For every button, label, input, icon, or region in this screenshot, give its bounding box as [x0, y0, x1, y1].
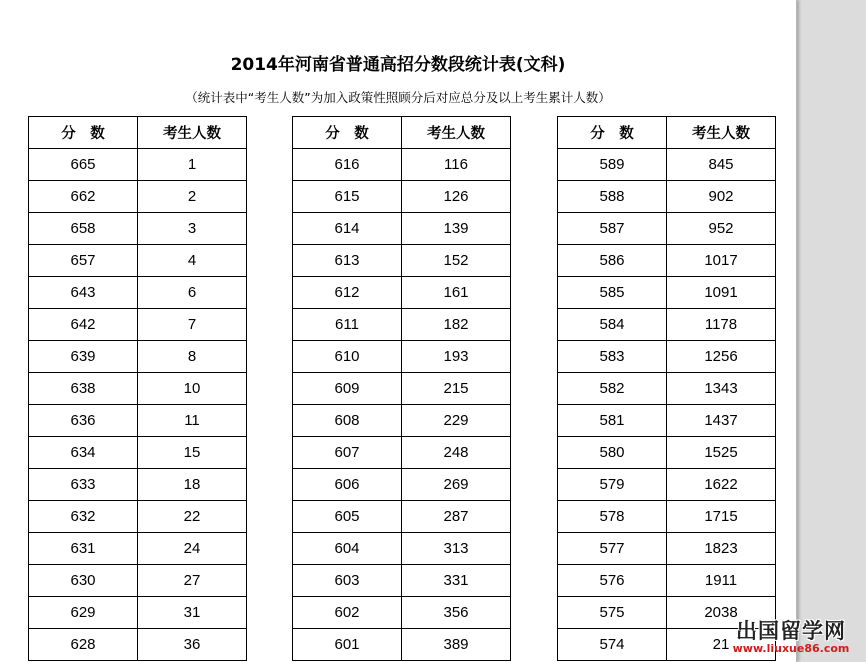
count-cell: 1437: [667, 405, 776, 437]
watermark-url: www.liuxue86.com: [732, 642, 850, 655]
table-row: [29, 629, 247, 661]
count-cell: 1178: [667, 309, 776, 341]
table-row: [293, 437, 511, 469]
table-row: [293, 597, 511, 629]
count-cell: 139: [402, 213, 511, 245]
table-row: [558, 405, 776, 437]
score-cell: 578: [558, 501, 667, 533]
count-cell: 3: [138, 213, 247, 245]
table-row: [558, 213, 776, 245]
count-cell: 152: [402, 245, 511, 277]
score-cell: 606: [293, 469, 402, 501]
table-row: [558, 437, 776, 469]
count-cell: 287: [402, 501, 511, 533]
score-cell: 581: [558, 405, 667, 437]
score-cell: 611: [293, 309, 402, 341]
table-row: [29, 149, 247, 181]
count-cell: 2: [138, 181, 247, 213]
table-row: [29, 597, 247, 629]
header-score: 分 数: [558, 117, 667, 149]
table-row: [29, 309, 247, 341]
score-cell: 583: [558, 341, 667, 373]
count-cell: 18: [138, 469, 247, 501]
count-cell: 27: [138, 565, 247, 597]
site-watermark: [722, 620, 860, 660]
table-row: [558, 309, 776, 341]
score-cell: 602: [293, 597, 402, 629]
score-cell: 639: [29, 341, 138, 373]
table-row: [558, 277, 776, 309]
table-row: [293, 469, 511, 501]
table-row: [293, 533, 511, 565]
table-body: [558, 149, 776, 661]
score-cell: 612: [293, 277, 402, 309]
table-row: [293, 149, 511, 181]
count-cell: 1017: [667, 245, 776, 277]
header-count: 考生人数: [138, 117, 247, 149]
score-cell: 657: [29, 245, 138, 277]
count-cell: 24: [138, 533, 247, 565]
count-cell: 22: [138, 501, 247, 533]
score-cell: 609: [293, 373, 402, 405]
count-cell: 331: [402, 565, 511, 597]
score-cell: 613: [293, 245, 402, 277]
table-row: [293, 501, 511, 533]
table-row: [29, 501, 247, 533]
count-cell: 36: [138, 629, 247, 661]
table-row: [558, 565, 776, 597]
score-cell: 643: [29, 277, 138, 309]
score-cell: 584: [558, 309, 667, 341]
count-cell: 1343: [667, 373, 776, 405]
score-cell: 601: [293, 629, 402, 661]
table-body: [29, 149, 247, 661]
score-table-1: [28, 116, 247, 661]
table-row: [293, 213, 511, 245]
table-row: [558, 533, 776, 565]
count-cell: 21: [667, 629, 776, 661]
header-count: 考生人数: [402, 117, 511, 149]
score-cell: 616: [293, 149, 402, 181]
score-cell: 658: [29, 213, 138, 245]
score-cell: 642: [29, 309, 138, 341]
score-cell: 589: [558, 149, 667, 181]
table-row: [29, 469, 247, 501]
score-cell: 586: [558, 245, 667, 277]
document-title: 2014年河南省普通高招分数段统计表(文科): [230, 55, 566, 75]
score-cell: 588: [558, 181, 667, 213]
score-table-3: [557, 116, 776, 661]
table-row: [29, 341, 247, 373]
score-cell: 585: [558, 277, 667, 309]
count-cell: 1091: [667, 277, 776, 309]
table-row: [293, 565, 511, 597]
score-cell: 587: [558, 213, 667, 245]
table-row: [293, 629, 511, 661]
count-cell: 1256: [667, 341, 776, 373]
count-cell: 248: [402, 437, 511, 469]
table-row: [293, 309, 511, 341]
count-cell: 215: [402, 373, 511, 405]
table-header-row: [558, 117, 776, 149]
table-row: [293, 245, 511, 277]
table-header-row: [29, 117, 247, 149]
count-cell: 8: [138, 341, 247, 373]
table-row: [293, 405, 511, 437]
table-header-row: [293, 117, 511, 149]
score-cell: 632: [29, 501, 138, 533]
table-body: [293, 149, 511, 661]
count-cell: 1: [138, 149, 247, 181]
score-cell: 574: [558, 629, 667, 661]
table-row: [293, 373, 511, 405]
table-row: [558, 341, 776, 373]
count-cell: 269: [402, 469, 511, 501]
table-row: [29, 277, 247, 309]
document-subtitle: （统计表中“考生人数”为加入政策性照顾分后对应总分及以上考生累计人数）: [185, 90, 611, 105]
header-score: 分 数: [293, 117, 402, 149]
count-cell: 11: [138, 405, 247, 437]
score-cell: 634: [29, 437, 138, 469]
table-row: [29, 245, 247, 277]
table-row: [558, 181, 776, 213]
score-table-2: [292, 116, 511, 661]
table-row: [558, 373, 776, 405]
count-cell: 1715: [667, 501, 776, 533]
header-score: 分 数: [29, 117, 138, 149]
table-row: [29, 437, 247, 469]
table-row: [29, 373, 247, 405]
score-cell: 608: [293, 405, 402, 437]
count-cell: 845: [667, 149, 776, 181]
table-row: [29, 213, 247, 245]
count-cell: 116: [402, 149, 511, 181]
count-cell: 126: [402, 181, 511, 213]
count-cell: 4: [138, 245, 247, 277]
score-cell: 628: [29, 629, 138, 661]
header-count: 考生人数: [667, 117, 776, 149]
score-cell: 607: [293, 437, 402, 469]
count-cell: 193: [402, 341, 511, 373]
score-cell: 636: [29, 405, 138, 437]
table-row: [29, 405, 247, 437]
score-cell: 631: [29, 533, 138, 565]
table-row: [29, 565, 247, 597]
score-cell: 610: [293, 341, 402, 373]
score-cell: 633: [29, 469, 138, 501]
table-row: [558, 501, 776, 533]
watermark-text: 出国留学网: [736, 619, 846, 643]
table-row: [293, 341, 511, 373]
table-row: [558, 245, 776, 277]
score-cell: 662: [29, 181, 138, 213]
score-cell: 629: [29, 597, 138, 629]
score-cell: 615: [293, 181, 402, 213]
score-cell: 614: [293, 213, 402, 245]
count-cell: 6: [138, 277, 247, 309]
count-cell: 902: [667, 181, 776, 213]
count-cell: 1911: [667, 565, 776, 597]
table-row: [293, 277, 511, 309]
count-cell: 389: [402, 629, 511, 661]
table-row: [558, 469, 776, 501]
score-cell: 582: [558, 373, 667, 405]
score-cell: 630: [29, 565, 138, 597]
count-cell: 7: [138, 309, 247, 341]
score-cell: 577: [558, 533, 667, 565]
count-cell: 182: [402, 309, 511, 341]
count-cell: 161: [402, 277, 511, 309]
score-cell: 576: [558, 565, 667, 597]
count-cell: 952: [667, 213, 776, 245]
score-cell: 604: [293, 533, 402, 565]
table-row: [293, 181, 511, 213]
count-cell: 2038: [667, 597, 776, 629]
score-cell: 638: [29, 373, 138, 405]
count-cell: 313: [402, 533, 511, 565]
count-cell: 10: [138, 373, 247, 405]
score-cell: 603: [293, 565, 402, 597]
count-cell: 229: [402, 405, 511, 437]
count-cell: 356: [402, 597, 511, 629]
count-cell: 15: [138, 437, 247, 469]
score-cell: 580: [558, 437, 667, 469]
count-cell: 1622: [667, 469, 776, 501]
count-cell: 1823: [667, 533, 776, 565]
table-row: [558, 149, 776, 181]
score-cell: 575: [558, 597, 667, 629]
score-cell: 579: [558, 469, 667, 501]
table-row: [29, 533, 247, 565]
count-cell: 31: [138, 597, 247, 629]
score-cell: 665: [29, 149, 138, 181]
count-cell: 1525: [667, 437, 776, 469]
table-row: [29, 181, 247, 213]
score-cell: 605: [293, 501, 402, 533]
